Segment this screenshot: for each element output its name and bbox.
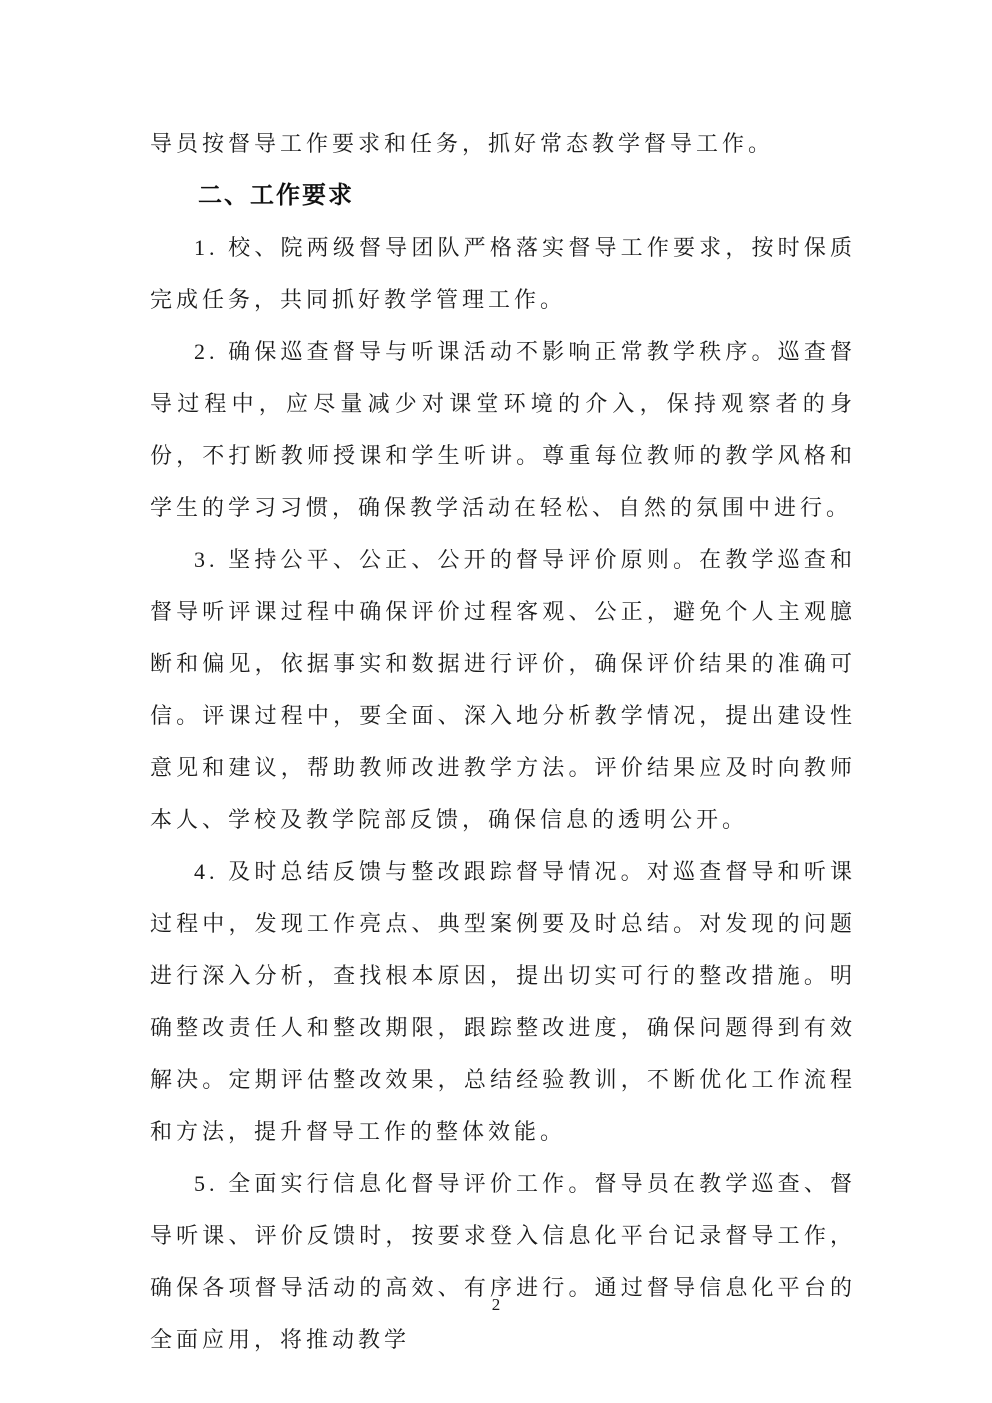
paragraph-2: 2. 确保巡查督导与听课活动不影响正常教学秩序。巡查督导过程中，应尽量减少对课堂环境的介入，保持观察者的身份，不打断教师授课和学生听讲。尊重每位教师的教学风格和学生的学习习惯，确保教学活动在轻松、自然的氛围中进行。 [150,339,856,520]
paragraph-3: 3. 坚持公平、公正、公开的督导评价原则。在教学巡查和督导听评课过程中确保评价过程客观、公正，避免个人主观臆断和偏见，依据事实和数据进行评价，确保评价结果的准确可信。评课过程中，要全面、深入地分析教学情况，提出建设性意见和建议，帮助教师改进教学方法。评价结果应及时向教师本人、学校及教学院部反馈，确保信息的透明公开。 [150,547,856,832]
document-body [150,118,856,1366]
paragraph-4: 4. 及时总结反馈与整改跟踪督导情况。对巡查督导和听课过程中，发现工作亮点、典型案例要及时总结。对发现的问题进行深入分析，查找根本原因，提出切实可行的整改措施。明确整改责任人和整改期限，跟踪整改进度，确保问题得到有效解决。定期评估整改效果，总结经验教训，不断优化工作流程和方法，提升督导工作的整体效能。 [150,859,856,1144]
page-number: 2 [491,1295,501,1314]
section-heading: 二、工作要求 [198,182,354,209]
paragraph-5: 5. 全面实行信息化督导评价工作。督导员在教学巡查、督导听课、评价反馈时，按要求登入信息化平台记录督导工作，确保各项督导活动的高效、有序进行。通过督导信息化平台的全面应用，将推动教学 [150,1171,856,1352]
paragraph-continuation: 导员按督导工作要求和任务，抓好常态教学督导工作。 [150,131,775,156]
paragraph-1: 1. 校、院两级督导团队严格落实督导工作要求，按时保质完成任务，共同抓好教学管理工作。 [150,235,856,312]
